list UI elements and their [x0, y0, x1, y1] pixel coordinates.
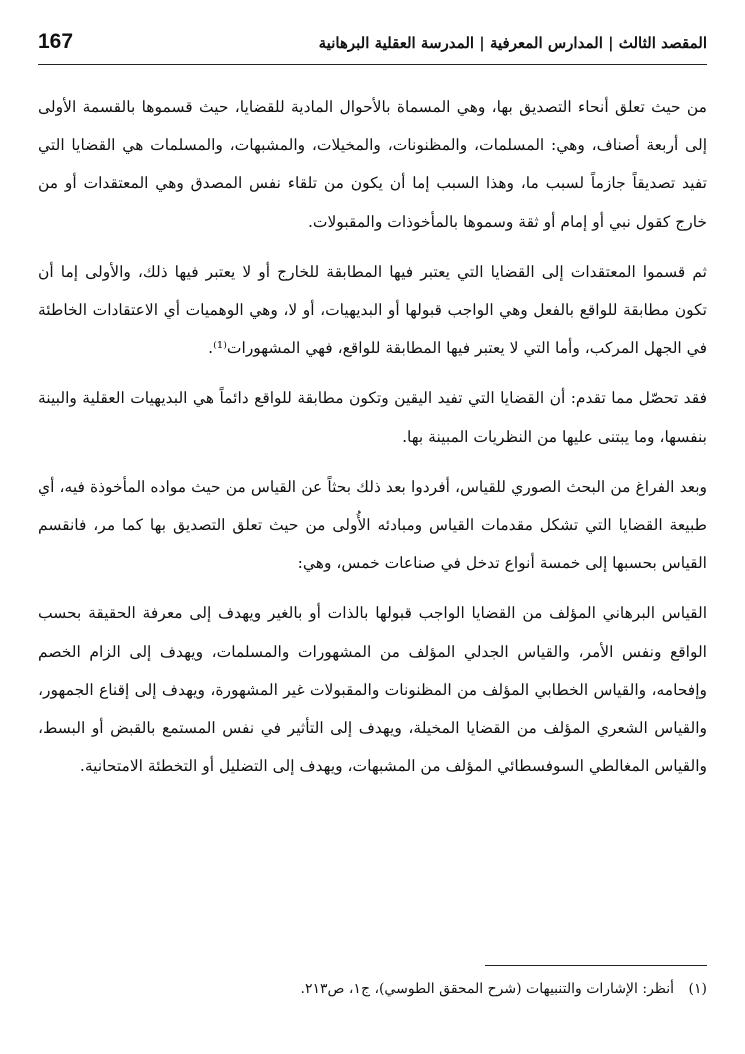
paragraph: من حيث تعلق أنحاء التصديق بها، وهي المسماة بالأحوال المادية للقضايا، حيث قسموها بالقسمة الأولى إلى أربعة أصناف، وهي: المسلمات، والمظنونات، والمخيلات، والمشبهات، والمسلمات هي القضايا التي تفيد تصديقاً جازماً لسبب ما، وهذا السبب إما أن يكون من تلقاء نفس المصدق وهي المعتقدات أو من خارج كقول نبي أو إمام أو ثقة وسموها بالمأخوذات والمقبولات. — [38, 98, 707, 231]
page-number: 167 — [38, 30, 74, 53]
body-text — [38, 88, 707, 797]
paragraph: وبعد الفراغ من البحث الصوري للقياس، أفردوا بعد ذلك بحثاً عن القياس من حيث مواده المأخوذة فيه، أي طبيعة القضايا التي تشكل مقدمات القياس ومبادئه الأُولى من حيث تعلق التصديق بها كما مر، فانقسم القياس بحسبها إلى خمسة أنواع تدخل في صناعات خمس، وهي: — [38, 477, 707, 573]
paragraph: فقد تحصّل مما تقدم: أن القضايا التي تفيد اليقين وتكون مطابقة للواقع دائماً هي البديهيات العقلية والبينة بنفسها، وما يبتنى عليها من النظريات المبينة بها. — [38, 389, 707, 446]
footnote-marker: (١) — [688, 981, 707, 997]
footnote-text: أنظر: الإشارات والتنبيهات (شرح المحقق الطوسي)، ج١، ص٢١٣. — [300, 981, 675, 997]
footnote — [38, 974, 707, 1004]
paragraph: القياس البرهاني المؤلف من القضايا الواجب قبولها بالذات أو بالغير ويهدف إلى معرفة الحقيقة بحسب الواقع ونفس الأمر، والقياس الجدلي المؤلف من المشهورات والمسلمات، ويهدف إلى الزام الخصم وإفحامه، والقياس الخطابي المؤلف من المظنونات والمقبولات غير المشهورة، ويهدف إلى إقناع الجمهور، والقياس الشعري المؤلف من القضايا المخيلة، ويهدف إلى التأثير في نفس المستمع بالقبض أو البسط، والقياس المغالطي السوفسطائي المؤلف من المشبهات، ويهدف إلى التضليل أو التخطئة الامتحانية. — [38, 604, 707, 776]
paragraph: ثم قسموا المعتقدات إلى القضايا التي يعتبر فيها المطابقة للخارج أو لا يعتبر فيها ذلك، والأولى إما أن تكون مطابقة للواقع بالفعل وهي الواجب قبولها أو البديهيات، أو لا، وهي الوهميات أي الاعتقادات الخاطئة في الجهل المركب، وأما التي لا يعتبر فيها المطابقة للواقع، فهي المشهورات⁽¹⁾. — [38, 262, 707, 358]
running-header: المقصد الثالث | المدارس المعرفية | المدرسة العقلية البرهانية — [318, 34, 707, 52]
page-header — [38, 26, 707, 65]
footnote-divider — [485, 965, 707, 966]
